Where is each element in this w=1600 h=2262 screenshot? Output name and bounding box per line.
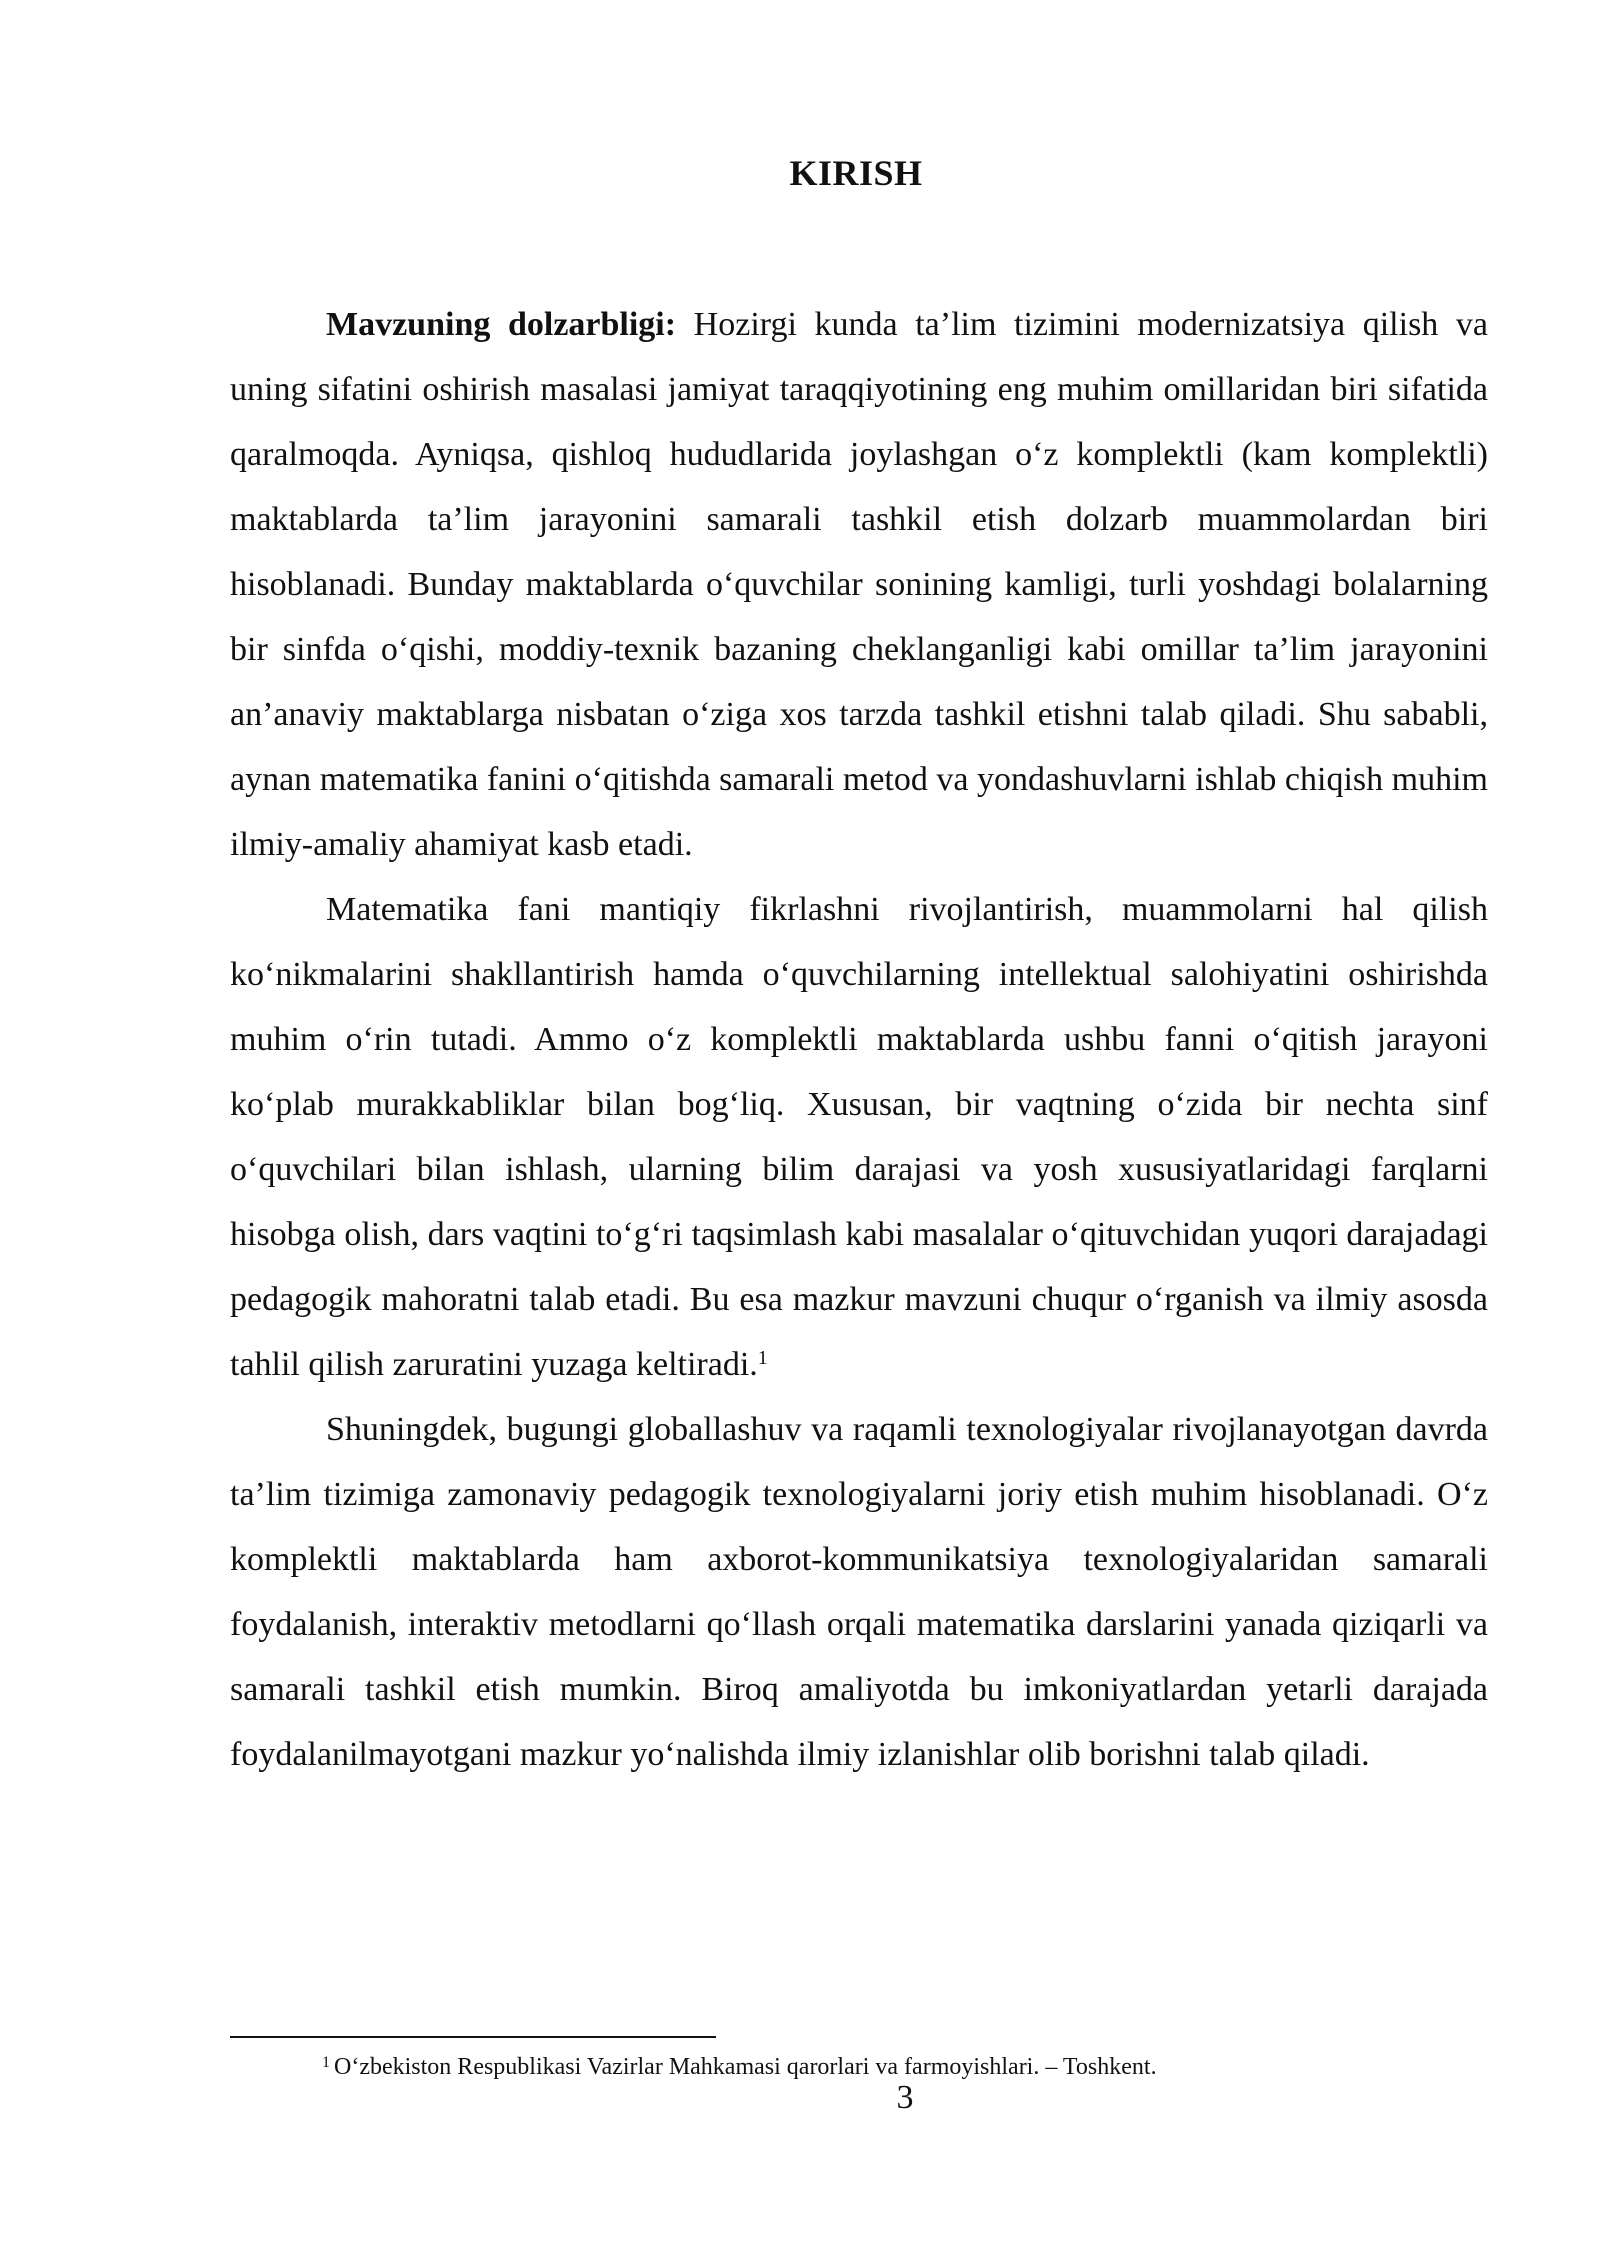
- footnote-reference[interactable]: 1: [757, 1347, 768, 1369]
- footnote-text: O‘zbekiston Respublikasi Vazirlar Mahkamasi qarorlari va farmoyishlari. – Toshkent.: [334, 2054, 1157, 2080]
- footnote-separator: [230, 2036, 716, 2038]
- paragraph-lead-label: Mavzuning dolzarbligi:: [326, 306, 677, 343]
- paragraph-text: Hozirgi kunda ta’lim tizimini modernizatsiya qilish va uning sifatini oshirish masalasi jamiyat taraqqiyotining eng muhim omillaridan biri sifatida qaralmoqda. Ayniqsa, qishloq hududlarida joylashgan o‘z komplektli (kam komplektli) maktablarda ta’lim jarayonini samarali tashkil etish dolzarb muammolardan biri hisoblanadi. Bunday maktablarda o‘quvchilar sonining kamligi, turli yoshdagi bolalarning bir sinfda o‘qishi, moddiy-texnik bazaning cheklanganligi kabi omillar ta’lim jarayonini an’anaviy maktablarga nisbatan o‘ziga xos tarzda tashkil etishni talab qiladi. Shu sababli, aynan matematika fanini o‘qitishda samarali metod va yondashuvlarni ishlab chiqish muhim ilmiy-amaliy ahamiyat kasb etadi.: [230, 306, 1488, 863]
- paragraph-mathematics: [230, 877, 1488, 1397]
- paragraph-text: Matematika fani mantiqiy fikrlashni rivojlantirish, muammolarni hal qilish ko‘nikmalarini shakllantirish hamda o‘quvchilarning intellektual salohiyatini oshirishda muhim o‘rin tutadi. Ammo o‘z komplektli maktablarda ushbu fanni o‘qitish jarayoni ko‘plab murakkabliklar bilan bog‘liq. Xususan, bir vaqtning o‘zida bir nechta sinf o‘quvchilari bilan ishlash, ularning bilim darajasi va yosh xususiyatlaridagi farqlarni hisobga olish, dars vaqtini to‘g‘ri taqsimlash kabi masalalar o‘qituvchidan yuqori darajadagi pedagogik mahoratni talab etadi. Bu esa mazkur mavzuni chuqur o‘rganish va ilmiy asosda tahlil qilish zaruratini yuzaga keltiradi.: [230, 891, 1488, 1383]
- paragraph-text: Shuningdek, bugungi globallashuv va raqamli texnologiyalar rivojlanayotgan davrda ta’lim tizimiga zamonaviy pedagogik texnologiyalarni joriy etish muhim hisoblanadi. O‘z komplektli maktablarda ham axborot-kommunikatsiya texnologiyalaridan samarali foydalanish, interaktiv metodlarni qo‘llash orqali matematika darslarini yanada qiziqarli va samarali tashkil etish mumkin. Biroq amaliyotda bu imkoniyatlardan yetarli darajada foydalanilmayotgani mazkur yo‘nalishda ilmiy izlanishlar olib borishni talab qiladi.: [230, 1411, 1488, 1773]
- page-number: 3: [896, 2079, 914, 2116]
- paragraph-technology: [230, 1397, 1488, 1787]
- footnote-number: 1: [322, 2054, 330, 2071]
- paragraph-relevance: [230, 292, 1488, 877]
- body-text: [230, 292, 1488, 1787]
- section-heading: KIRISH: [789, 153, 923, 193]
